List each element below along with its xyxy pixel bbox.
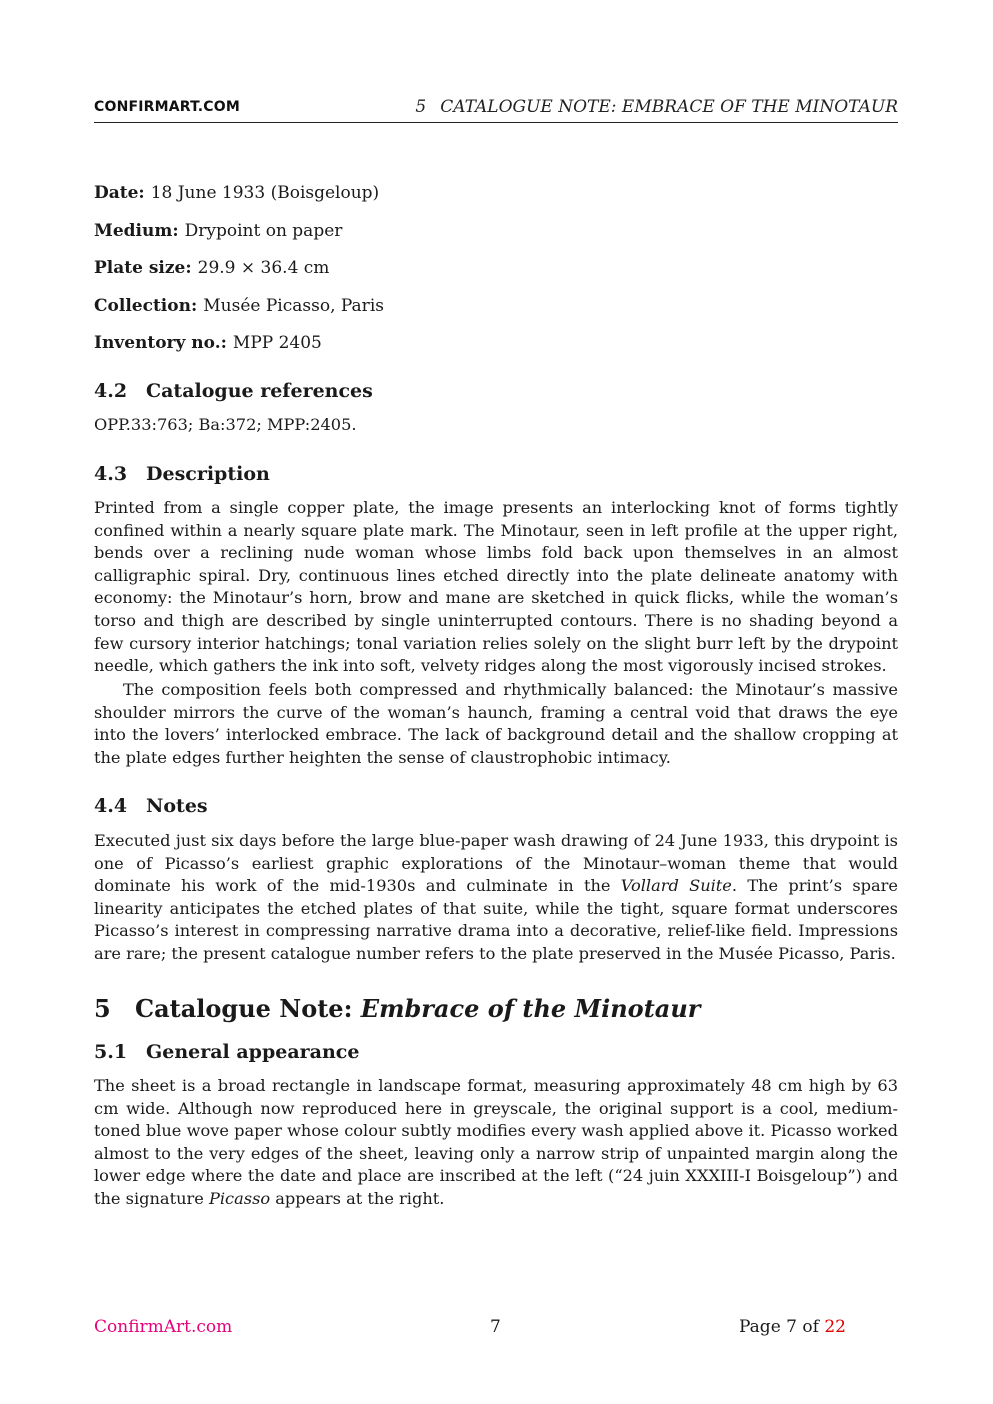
section-title-italic: Embrace of the Minotaur bbox=[360, 994, 701, 1023]
section-title: General appearance bbox=[146, 1041, 360, 1063]
field-value: Musée Picasso, Paris bbox=[203, 296, 384, 316]
appearance-italic: Picasso bbox=[208, 1188, 271, 1208]
field-inventory bbox=[94, 333, 322, 353]
appearance-text: appears at the right. bbox=[270, 1188, 445, 1208]
page-of-text: Page 7 of bbox=[739, 1317, 825, 1337]
running-head-number: 5 bbox=[415, 97, 427, 117]
total-pages-link[interactable]: 22 bbox=[824, 1317, 846, 1337]
section-heading-4-2 bbox=[94, 379, 373, 403]
page-header bbox=[94, 96, 898, 123]
field-label: Medium: bbox=[94, 221, 179, 241]
field-value: MPP 2405 bbox=[232, 333, 322, 353]
section-title: Catalogue references bbox=[146, 380, 373, 402]
field-label: Inventory no.: bbox=[94, 333, 227, 353]
section-title: Description bbox=[146, 463, 270, 485]
field-collection bbox=[94, 296, 384, 316]
field-value: 18 June 1933 (Boisgeloup) bbox=[150, 183, 380, 203]
footer-page-of bbox=[739, 1316, 846, 1338]
section-number: 5.1 bbox=[94, 1041, 128, 1063]
field-date bbox=[94, 183, 379, 203]
section-number: 4.2 bbox=[94, 380, 128, 402]
section-heading-5-1 bbox=[94, 1040, 359, 1064]
footer-page-number: 7 bbox=[490, 1317, 501, 1337]
section-number: 5 bbox=[94, 994, 111, 1023]
field-value: 29.9 × 36.4 cm bbox=[197, 258, 330, 278]
appearance-text: The sheet is a broad rectangle in landscape format, measuring approximately 48 cm high by 63 cm wide. Although now reproduced here in greyscale, the original support is a cool, medium-toned blue wove paper whose colour subtly modifies every wash applied above it. Picasso worked almost to the very edges of the sheet, leaving only a narrow strip of unpainted margin along the lower edge where the date and place are inscribed at the left (“24 juin XXXIII-I Boisgeloup”) and the signature bbox=[94, 1076, 898, 1208]
section-title: Catalogue Note: bbox=[135, 994, 361, 1023]
section-heading-4-4 bbox=[94, 794, 208, 818]
running-head-title: CATALOGUE NOTE: EMBRACE OF THE MINOTAUR bbox=[440, 97, 898, 117]
notes-text: . The print’s spare linearity anticipates the etched plates of that suite, while the tight, square format underscores Picasso’s interest in compressing narrative drama into a decorative, relief-like field. Impressions are rare; the present catalogue number refers to the plate preserved in the Musée Picasso, Paris. bbox=[94, 876, 899, 963]
section-title: Notes bbox=[146, 795, 208, 817]
footer-site-link[interactable]: ConfirmArt.com bbox=[94, 1317, 233, 1337]
notes-paragraph bbox=[94, 830, 898, 966]
field-label: Collection: bbox=[94, 296, 198, 316]
field-label: Plate size: bbox=[94, 258, 192, 278]
field-plate-size bbox=[94, 258, 329, 278]
document-page bbox=[94, 0, 898, 1404]
section-number: 4.3 bbox=[94, 463, 128, 485]
description-paragraph-2: The composition feels both compressed and rhythmically balanced: the Minotaur’s massive shoulder mirrors the curve of the woman’s haunch, framing a central void that draws the eye into the lovers’ interlocked embrace. The lack of background detail and the shallow cropping at the plate edges further heighten the sense of claustrophobic intimacy. bbox=[94, 680, 898, 767]
general-appearance-paragraph bbox=[94, 1075, 898, 1211]
field-value: Drypoint on paper bbox=[184, 221, 343, 241]
field-label: Date: bbox=[94, 183, 145, 203]
section-number: 4.4 bbox=[94, 795, 128, 817]
notes-italic: Vollard Suite bbox=[620, 876, 732, 896]
description-paragraph-1: Printed from a single copper plate, the image presents an interlocking knot of forms tightly confined within a nearly square plate mark. The Minotaur, seen in left profile at the upper right, bends over a reclining nude woman whose limbs fold back upon themselves in an almost calligraphic spiral. Dry, continuous lines etched directly into the plate delineate anatomy with economy: the Minotaur’s horn, brow and mane are sketched in quick flicks, while the woman’s torso and thigh are described by single uninterrupted contours. There is no shading beyond a few cursory interior hatchings; tonal variation relies solely on the slight burr left by the drypoint needle, which gathers the ink into soft, velvety ridges along the most vigorously incised strokes. bbox=[94, 498, 898, 676]
section-heading-4-3 bbox=[94, 462, 270, 486]
section-heading-5 bbox=[94, 994, 700, 1024]
field-medium bbox=[94, 221, 342, 241]
running-head bbox=[415, 97, 898, 117]
catalogue-references: OPP.33:763; Ba:372; MPP:2405. bbox=[94, 415, 357, 434]
notes-text: Executed just six days before the large blue-paper wash drawing of 24 June 1933, this drypoint is one of Picasso’s earliest graphic explorations of the Minotaur–woman theme that would dominate his work of the mid-1930s and culminate in the bbox=[94, 831, 898, 896]
site-logo: CONFIRMART.COM bbox=[94, 99, 241, 115]
